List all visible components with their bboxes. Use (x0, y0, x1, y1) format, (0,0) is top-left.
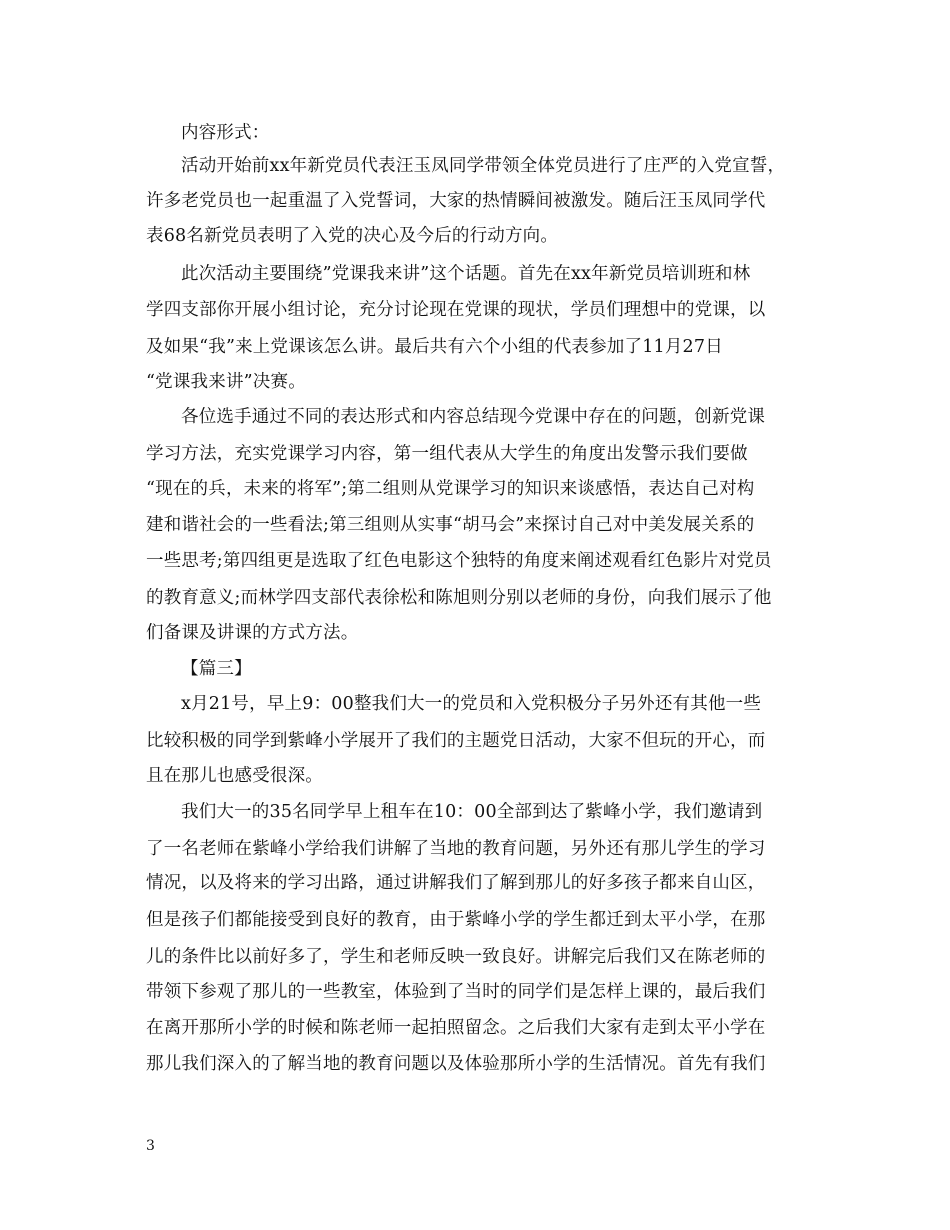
section-heading: 【篇三】 (181, 659, 252, 679)
text-line: 一些思考;第四组更是选取了红色电影这个独特的角度来阐述观看红色影片对党员 (146, 551, 772, 571)
text-line: 活动开始前xx年新党员代表汪玉凤同学带领全体党员进行了庄严的入党宣誓， (181, 156, 786, 176)
text-line: 内容形式： (181, 123, 270, 143)
text-line: 学习方法，充实党课学习内容，第一组代表从大学生的角度出发警示我们要做 (146, 444, 748, 464)
text-line: 各位选手通过不同的表达形式和内容总结现今党课中存在的问题，创新党课 (181, 407, 766, 427)
text-line: 我们大一的35名同学早上租车在10：00全部到达了紫峰小学，我们邀请到 (181, 802, 763, 822)
text-line: 带领下参观了那儿的一些教室，体验到了当时的同学们是怎样上课的，最后我们 (146, 982, 766, 1002)
page-number: 3 (146, 1138, 155, 1154)
text-line: 且在那儿也感受很深。 (146, 766, 323, 786)
text-line: x月21号，早上9：00整我们大一的党员和入党积极分子另外还有其他一些 (181, 694, 762, 714)
text-line: “党课我来讲”决赛。 (146, 372, 306, 392)
text-line: 但是孩子们都能接受到良好的教育，由于紫峰小学的学生都迁到太平小学，在那 (146, 910, 766, 930)
text-line: 那儿我们深入的了解当地的教育问题以及体验那所小学的生活情况。首先有我们 (146, 1054, 766, 1074)
text-line: 建和谐社会的一些看法;第三组则从实事“胡马会”来探讨自己对中美发展关系的 (146, 515, 755, 535)
text-line: 情况，以及将来的学习出路，通过讲解我们了解到那儿的好多孩子都来自山区， (146, 873, 766, 893)
text-line: 表68名新党员表明了入党的决心及今后的行动方向。 (146, 226, 559, 246)
text-line: 了一名老师在紫峰小学给我们讲解了当地的教育问题，另外还有那儿学生的学习 (146, 839, 766, 859)
text-line: 比较积极的同学到紫峰小学展开了我们的主题党日活动，大家不但玩的开心，而 (146, 731, 766, 751)
text-line: 许多老党员也一起重温了入党誓词，大家的热情瞬间被激发。随后汪玉凤同学代 (146, 191, 766, 211)
text-line: 此次活动主要围绕”党课我来讲”这个话题。首先在xx年新党员培训班和林 (181, 264, 751, 284)
text-line: 们备课及讲课的方式方法。 (146, 623, 359, 643)
text-line: 及如果“我”来上党课该怎么讲。最后共有六个小组的代表参加了11月27日 (146, 337, 723, 357)
text-line: 学四支部你开展小组讨论，充分讨论现在党课的现状，学员们理想中的党课，以 (146, 300, 766, 320)
text-line: “现在的兵，未来的将军”;第二组则从党课学习的知识来谈感悟，表达自己对构 (146, 479, 755, 499)
text-line: 在离开那所小学的时候和陈老师一起拍照留念。之后我们大家有走到太平小学在 (146, 1018, 766, 1038)
text-line: 的教育意义;而林学四支部代表徐松和陈旭则分别以老师的身份，向我们展示了他 (146, 588, 772, 608)
text-line: 儿的条件比以前好多了，学生和老师反映一致良好。讲解完后我们又在陈老师的 (146, 947, 766, 967)
